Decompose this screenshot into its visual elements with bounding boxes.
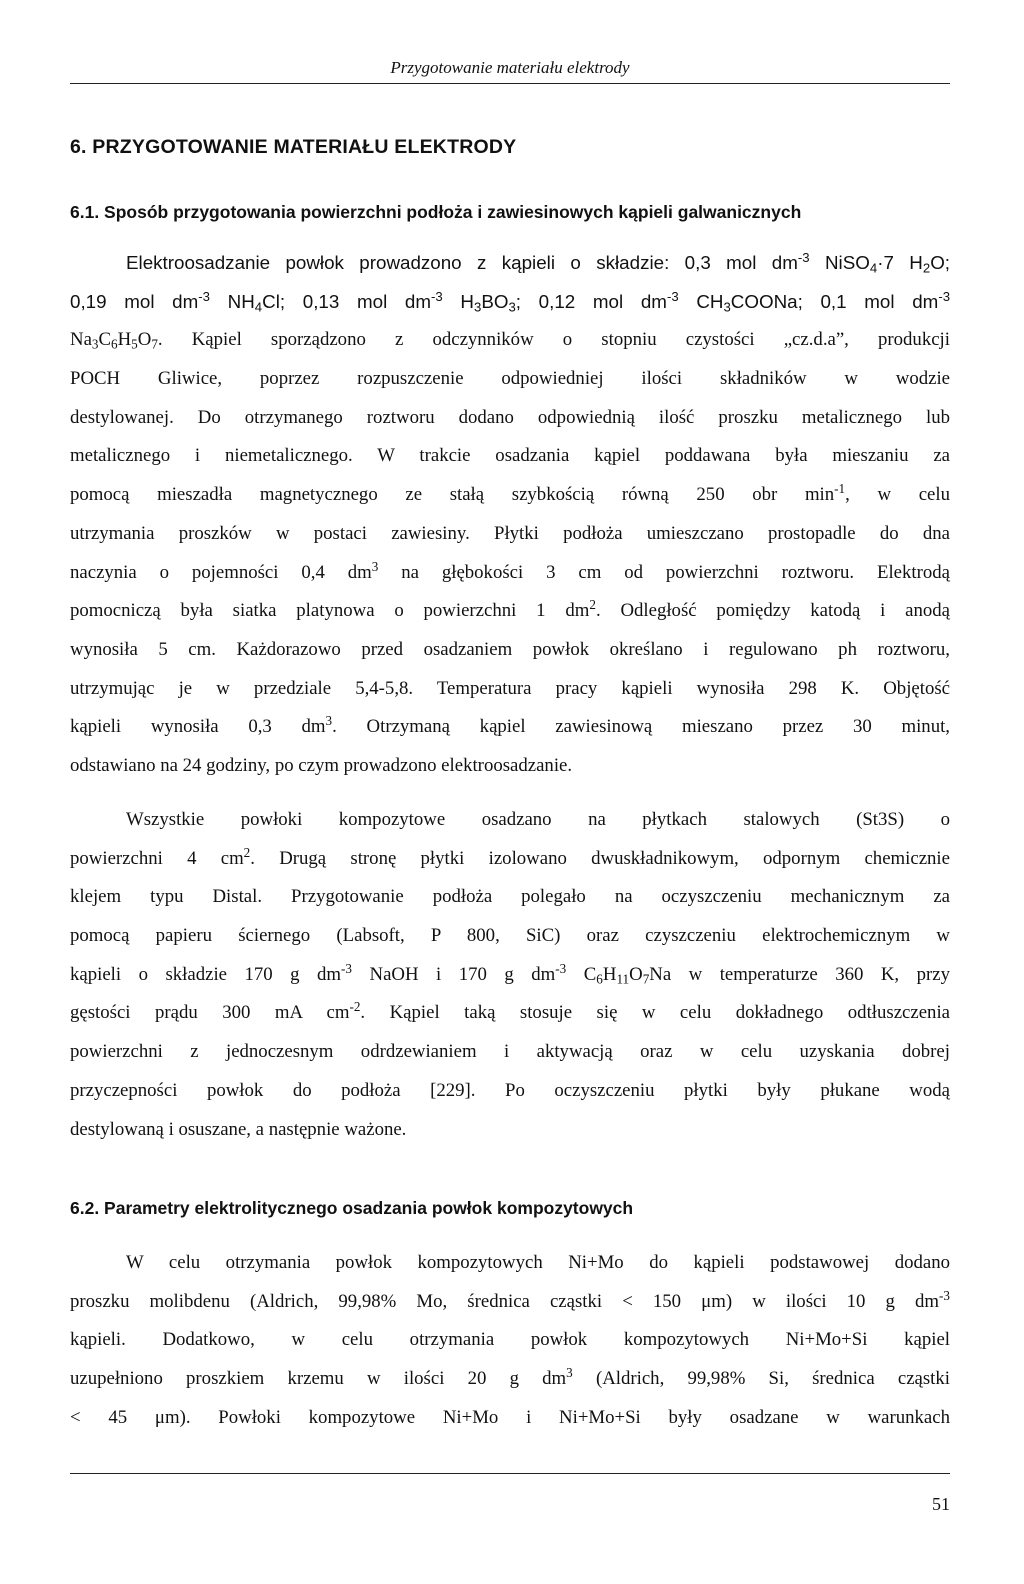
text-line: przyczepności powłok do podłoża [229]. Po oczyszczeniu płytki były płukane wodą <box>70 1079 950 1101</box>
text-line: powierzchni 4 $cm^2$. Drugą stronę płytki izolowano dwuskładnikowym, odpornym chemicznie <box>70 844 950 869</box>
text-line: W celu otrzymania powłok kompozytowych Ni+Mo do kąpieli podstawowej dodano <box>126 1252 950 1273</box>
text-line: utrzymania proszków w postaci zawiesiny. Płytki podłoża umieszczano prostopadle do dna <box>70 522 950 544</box>
text-line: pomocą mieszadła magnetycznego ze stałą szybkością równą 250 obr $\min^{-1}$, w celu <box>70 480 950 506</box>
text-line: kąpieli wynosiła 0,3 $dm^3$. Otrzymaną kąpiel zawiesinową mieszano przez 30 minut, <box>70 713 950 738</box>
page-number: 51 <box>932 1494 950 1514</box>
text-line: POCH Gliwice, poprzez rozpuszczenie odpowiedniej ilości składników w wodzie <box>70 368 950 390</box>
text-line: wynosiła 5 cm. Każdorazowo przed osadzaniem powłok określano i regulowano ph roztworu, <box>70 638 950 660</box>
section-6-1-paragraph-1 <box>70 244 950 786</box>
text-line: pomocniczą była siatka platynowa o powierzchni 1 $dm^2$. Odległość pomiędzy katodą i anodą <box>70 596 950 622</box>
text-line: klejem typu Distal. Przygotowanie podłoża polegało na oczyszczeniu mechanicznym za <box>70 886 950 908</box>
text-line: pomocą papieru ściernego (Labsoft, P 800, SiC) oraz czyszczeniu elektrochemicznym w <box>70 925 950 947</box>
text-line: Wszystkie powłoki kompozytowe osadzano na płytkach stalowych (St3S) o <box>126 809 950 830</box>
text-line: uzupełniono proszkiem krzemu w ilości 20 g $dm^3$ (Aldrich, 99,98% Si, średnica cząstki <box>70 1364 951 1390</box>
text-line: destylowanej. Do otrzymanego roztworu dodano odpowiednią ilość proszku metalicznego lub <box>70 406 950 428</box>
header-rule <box>70 83 950 84</box>
section-6-2-paragraph-1 <box>70 1244 950 1437</box>
text-line: naczynia o pojemności 0,4 $dm^3$ na głębokości 3 cm od powierzchni roztworu. Elektrodą <box>70 558 950 583</box>
text-line: 0,19 mol $dm^{-3}$ $NH_4Cl$; 0,13 mol $dm^{-3}$ $H_3BO_3$; 0,12 mol $dm^{-3}$ $CH_3COONa$; 0,1 mol $dm^{-3}$ <box>70 288 951 314</box>
chapter-title: 6. PRZYGOTOWANIE MATERIAŁU ELEKTRODY <box>70 136 517 158</box>
text-line: kąpieli. Dodatkowo, w celu otrzymania powłok kompozytowych Ni+Mo+Si kąpiel <box>70 1329 950 1351</box>
text-line: < 45 μm). Powłoki kompozytowe Ni+Mo i Ni+Mo+Si były osadzane w warunkach <box>70 1406 950 1428</box>
text-line: $Na_3C_6H_5O_7$. Kąpiel sporządzono z odczynników o stopniu czystości „cz.d.a”, produkcji <box>70 329 950 352</box>
footer-rule <box>70 1473 950 1474</box>
section-6-2-title: 6.2. Parametry elektrolitycznego osadzania powłok kompozytowych <box>70 1198 634 1218</box>
text-line: utrzymując je w przedziale 5,4-5,8. Temperatura pracy kąpieli wynosiła 298 K. Objętość <box>70 677 950 699</box>
text-line: proszku molibdenu (Aldrich, 99,98% Mo, średnica cząstki < 150 μm) w ilości 10 g $dm^{-3}$ <box>70 1287 950 1312</box>
text-line: odstawiano na 24 godziny, po czym prowadzono elektroosadzanie. <box>70 754 573 776</box>
text-line: destylowaną i osuszane, a następnie ważone. <box>70 1118 407 1140</box>
text-line: metalicznego i niemetalicznego. W trakcie osadzania kąpiel poddawana była mieszaniu za <box>70 445 950 467</box>
section-6-1-title: 6.1. Sposób przygotowania powierzchni podłoża i zawiesinowych kąpieli galwanicznych <box>70 202 802 222</box>
text-line: gęstości prądu 300 mA $cm^{-2}$. Kąpiel taką stosuje się w celu dokładnego odtłuszczenia <box>70 999 951 1024</box>
text-line: kąpieli o składzie 170 g $dm^{-3}$ NaOH i 170 g $dm^{-3}$ $C_6H_{11}O_7Na$ w temperaturze 360 K, przy <box>70 960 950 987</box>
text-line: Elektroosadzanie powłok prowadzono z kąpieli o składzie: 0,3 mol $dm^{-3}$ NiSO$_4$·7 $H_2O$; <box>126 249 951 276</box>
running-header: Przygotowanie materiału elektrody <box>390 58 630 77</box>
section-6-1-paragraph-2 <box>70 801 950 1149</box>
text-line: powierzchni z jednoczesnym odrdzewianiem i aktywacją oraz w celu uzyskania dobrej <box>70 1041 950 1063</box>
